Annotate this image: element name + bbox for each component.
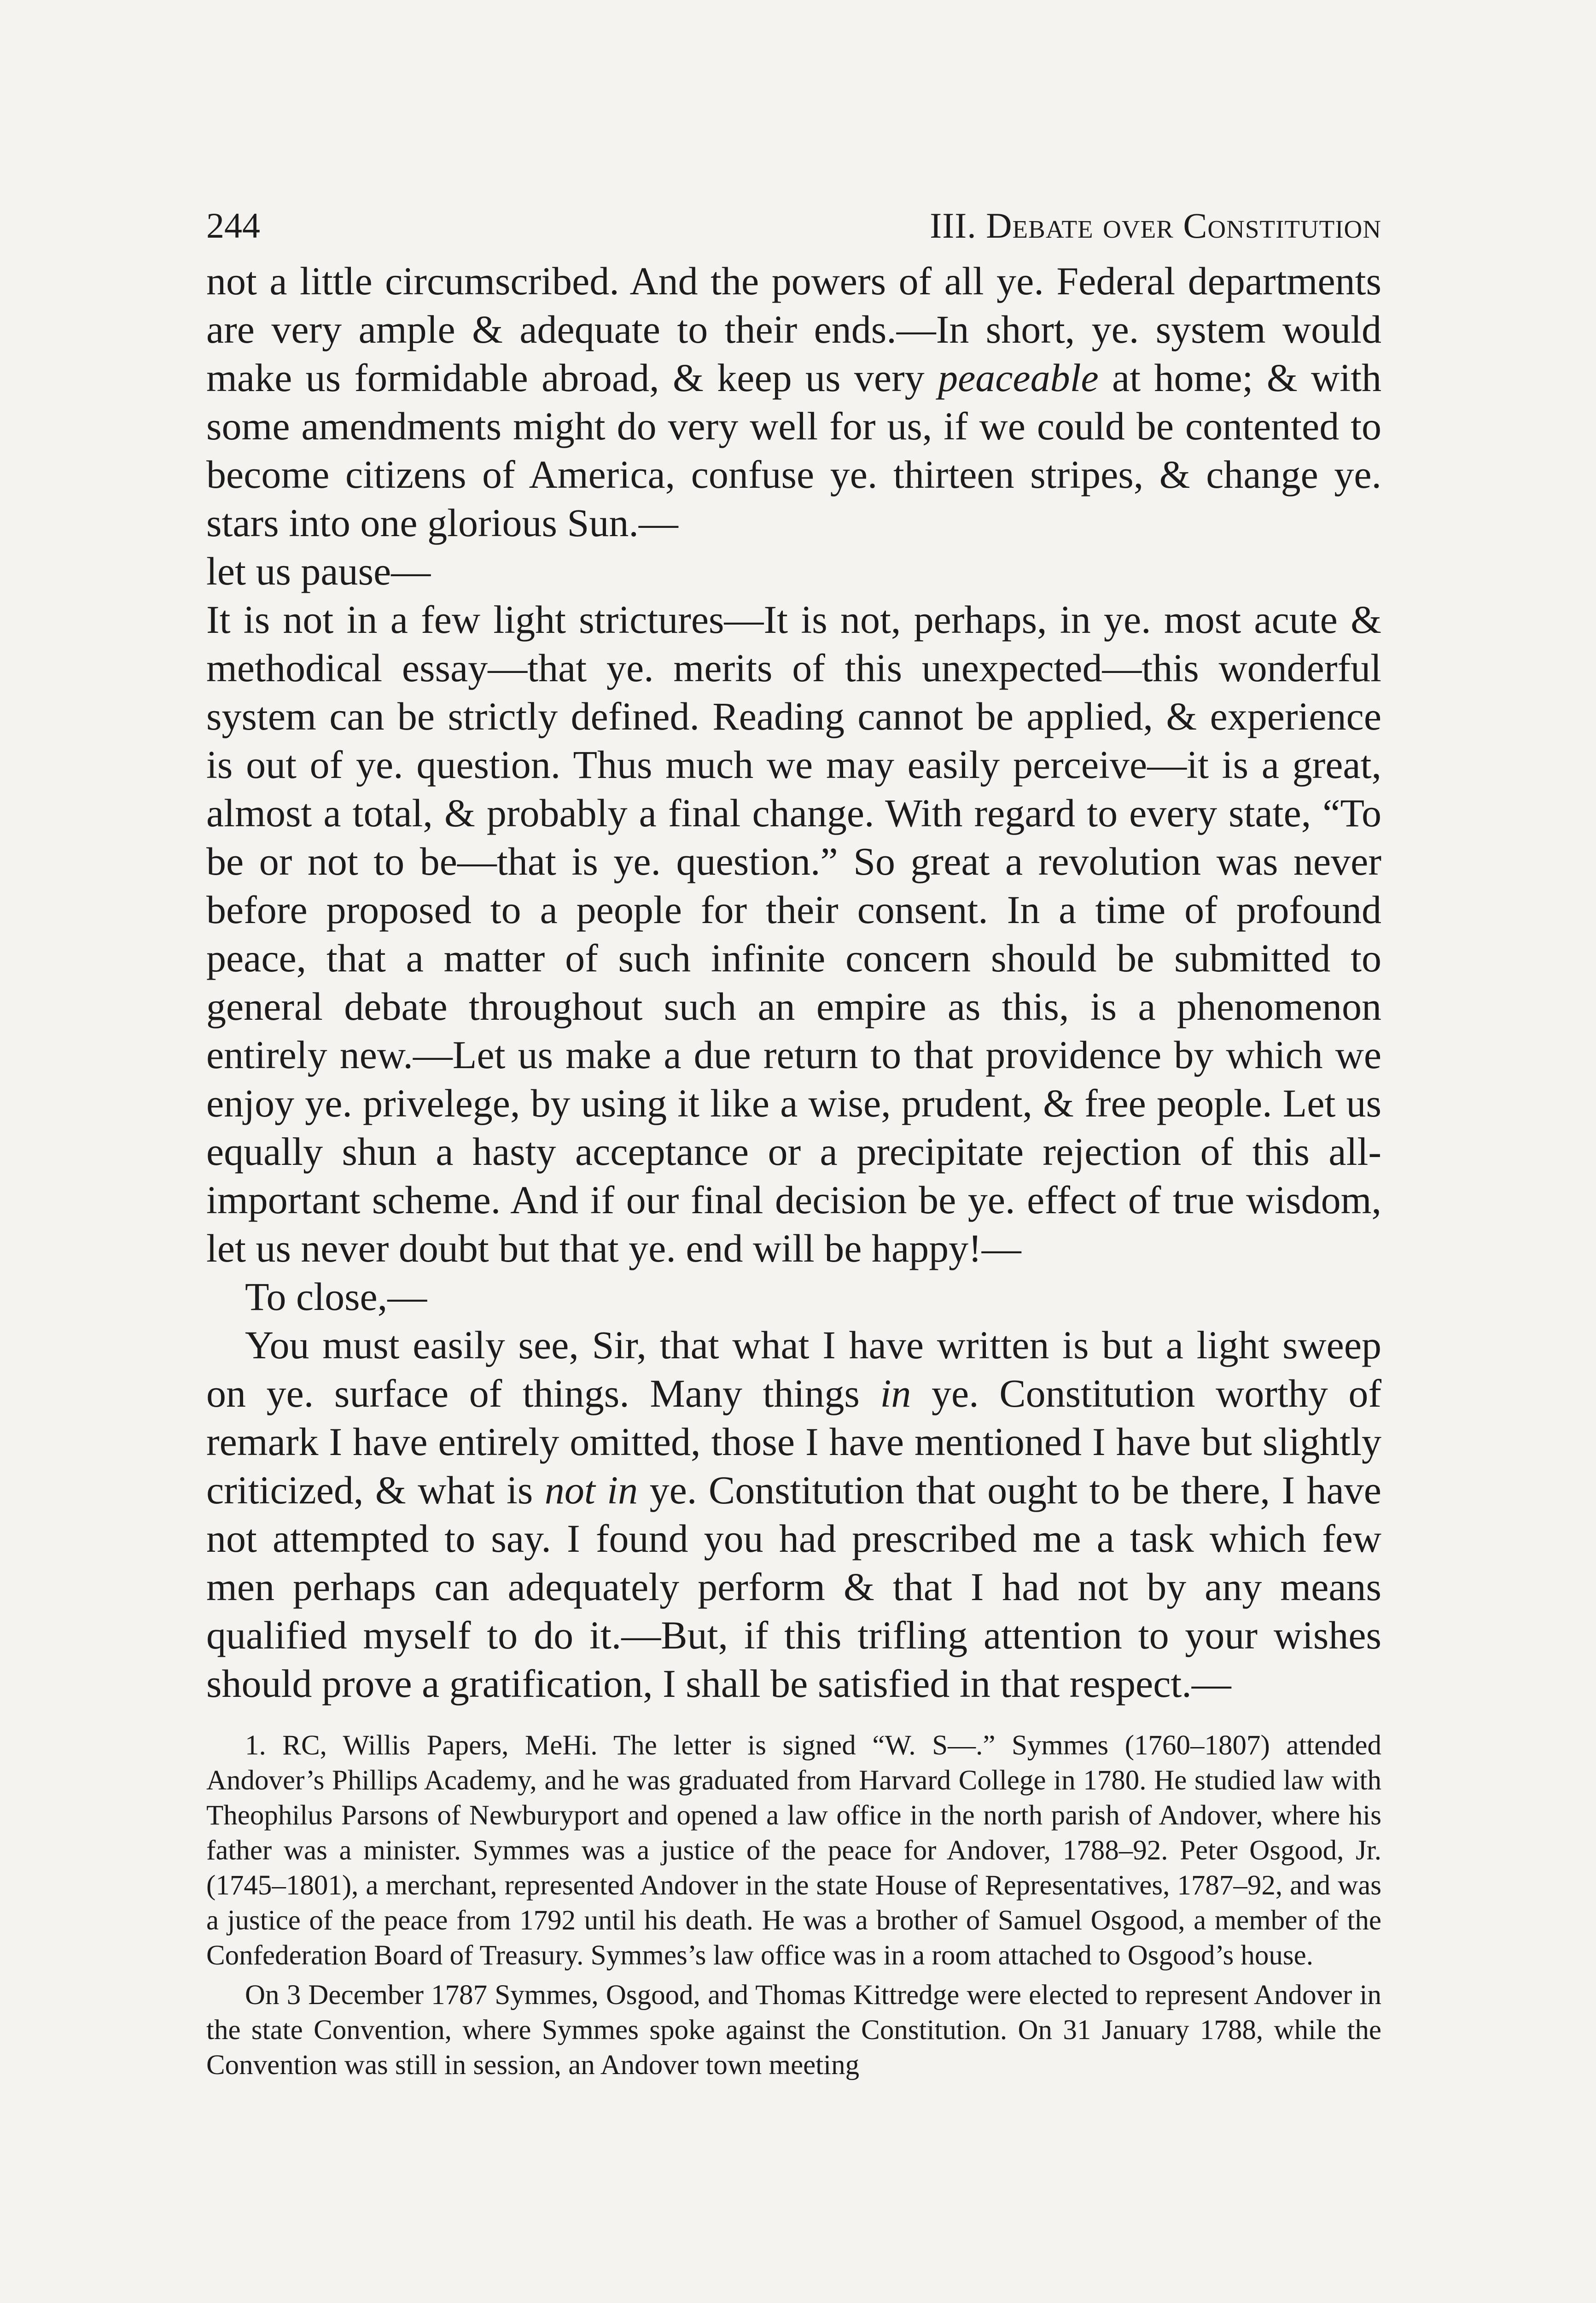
body-paragraph <box>206 1321 1381 1708</box>
footnotes <box>206 1728 1381 2083</box>
body-paragraph: To close,— <box>245 1274 427 1319</box>
book-page <box>206 198 1381 2087</box>
paragraph-text: ye. Constitution worthy of remark I have entirely omitted, those I have mentioned I have but slightly criticized, & what is <box>206 1371 1381 1512</box>
letter-body <box>206 257 1381 1708</box>
section-title: III. Debate over Constitution <box>930 205 1381 245</box>
body-paragraph: let us pause— <box>206 549 431 593</box>
paragraph-text: not a little circumscribed. And the powers of all ye. Federal departments are very ample & adequate to their ends.—In short, ye. system would make us formidable abroad, & keep us very <box>206 259 1381 400</box>
italic-word: not in <box>544 1468 638 1512</box>
footnote: 1. RC, Willis Papers, MeHi. The letter is signed “W. S—.” Symmes (1760–1807) attended Andover’s Phillips Academy, and he was graduated from Harvard College in 1780. He studied law with Theophilus Parsons of Newburyport and opened a law office in the north parish of Andover, where his father was a minister. Symmes was a justice of the peace for Andover, 1788–92. Peter Osgood, Jr. (1745–1801), a merchant, represented Andover in the state House of Representatives, 1787–92, and was a justice of the peace from 1792 until his death. He was a brother of Samuel Osgood, a member of the Confederation Board of Treasury. Symmes’s law office was in a room attached to Osgood’s house. <box>206 1730 1381 1971</box>
running-head <box>206 198 1381 253</box>
paragraph-text: at home; & with some amendments might do very well for us, if we could be contented to become citizens of America, confuse ye. thirteen stripes, & change ye. stars into one glorious Sun.— <box>206 356 1382 545</box>
paragraph-text: You must easily see, Sir, that what I have written is but a light sweep on ye. surface of things. Many things <box>206 1323 1381 1415</box>
page-number: 244 <box>206 205 260 245</box>
body-paragraph <box>206 257 1381 547</box>
body-paragraph: It is not in a few light strictures—It is not, perhaps, in ye. most acute & methodical essay—that ye. merits of this unexpected—this wonderful system can be strictly defined. Reading cannot be applied, & experience is out of ye. question. Thus much we may easily perceive—it is a great, almost a total, & probably a final change. With regard to every state, “To be or not to be—that is ye. question.” So great a revolution was never before proposed to a people for their consent. In a time of profound peace, that a matter of such infinite concern should be submitted to general debate throughout such an empire as this, is a phenomenon entirely new.—Let us make a due return to that providence by which we enjoy ye. privelege, by using it like a wise, prudent, & free people. Let us equally shun a hasty acceptance or a precipitate rejection of this all-important scheme. And if our final decision be ye. effect of true wisdom, let us never doubt but that ye. end will be happy!— <box>206 597 1381 1270</box>
paragraph-text: ye. Constitution that ought to be there, I have not attempted to say. I found you had prescribed me a task which few men perhaps can adequately perform & that I had not by any means qualified myself to do it.—But, if this trifling attention to your wishes should prove a gratification, I shall be satisfied in that respect.— <box>206 1468 1381 1706</box>
footnote: On 3 December 1787 Symmes, Osgood, and Thomas Kittredge were elected to represent Andover in the state Convention, where Symmes spoke against the Constitution. On 31 January 1788, while the Convention was still in session, an Andover town meeting <box>206 1980 1381 2081</box>
italic-word: peaceable <box>938 356 1099 400</box>
italic-word: in <box>880 1371 911 1415</box>
